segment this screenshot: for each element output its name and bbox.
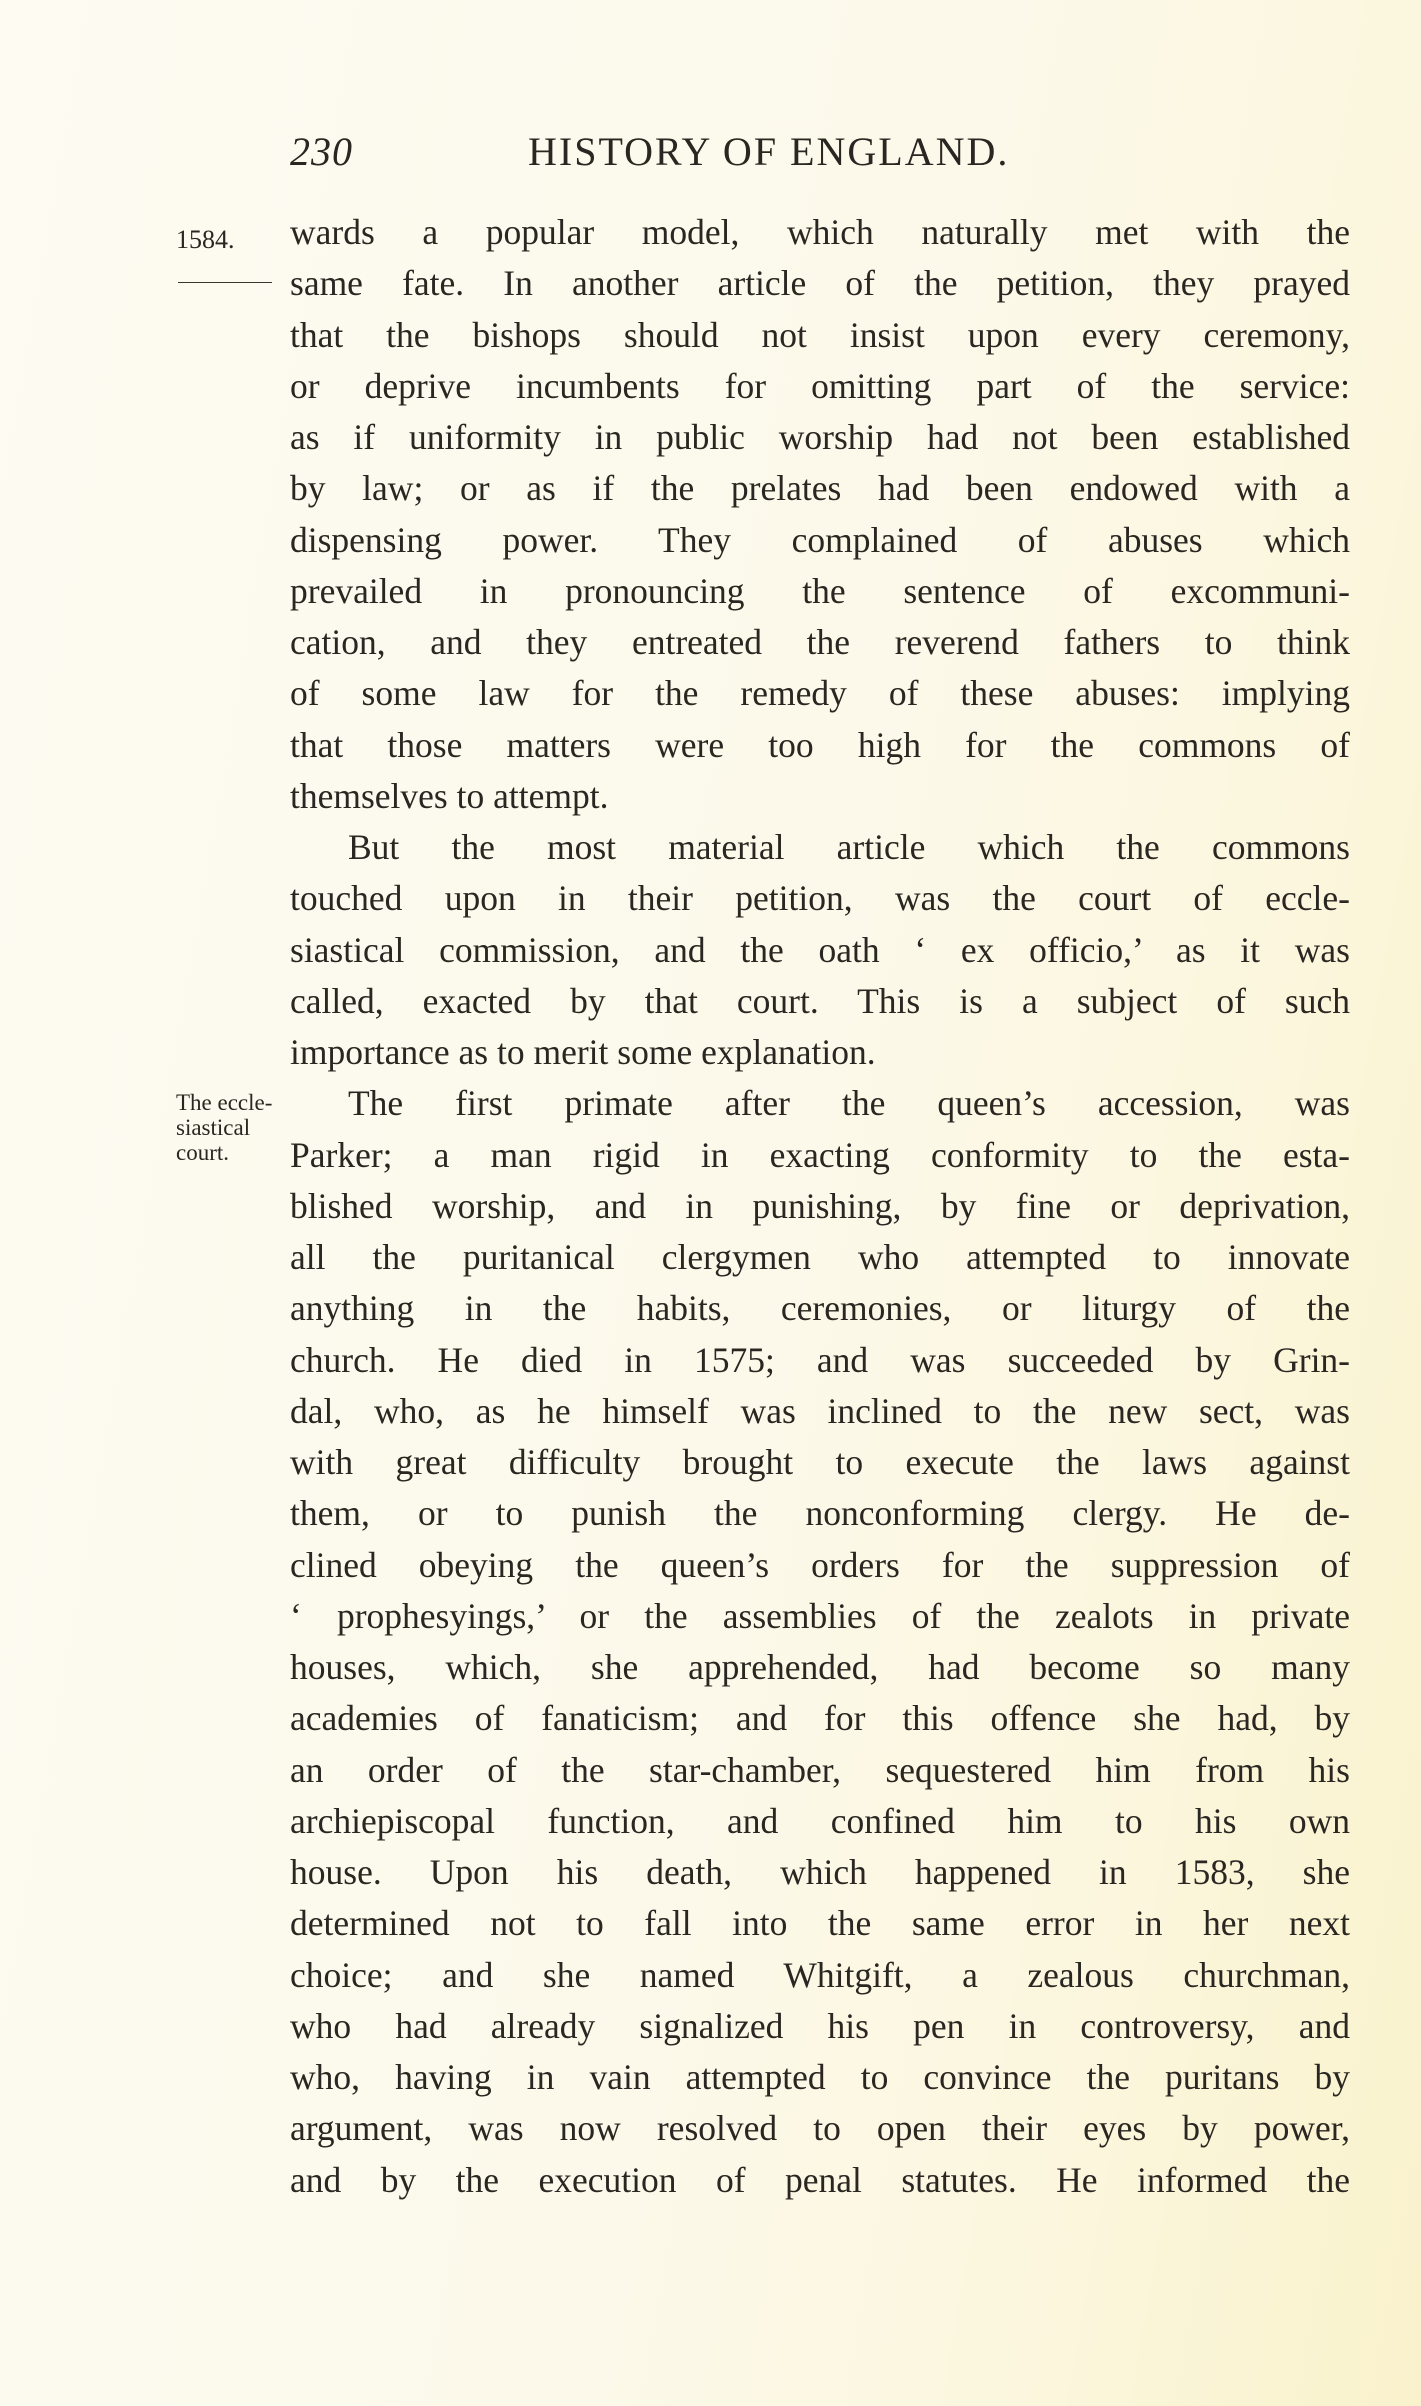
text-line: ‘ prophesyings,’ or the assemblies of the zealots in private [290, 1595, 1350, 1636]
text-line: church. He died in 1575; and was succeeded by Grin- [290, 1339, 1350, 1380]
text-line: that the bishops should not insist upon every ceremony, [290, 314, 1350, 355]
text-line: anything in the habits, ceremonies, or liturgy of the [290, 1288, 1350, 1329]
paragraph-start-line: But the most material article which the commons [348, 827, 1350, 867]
text-line: Parker; a man rigid in exacting conformity to the esta- [290, 1134, 1350, 1175]
text-line: an order of the star-chamber, sequestered him from his [290, 1749, 1350, 1790]
text-line: choice; and she named Whitgift, a zealous churchman, [290, 1954, 1350, 1995]
text-line: wards a popular model, which naturally met with the [290, 212, 1350, 252]
text-line: and by the execution of penal statutes. He informed the [290, 2159, 1350, 2200]
paragraph-end-line: importance as to merit some explanation. [290, 1032, 876, 1072]
text-line: blished worship, and in punishing, by fine or deprivation, [290, 1185, 1350, 1226]
text-line: all the puritanical clergymen who attempted to innovate [290, 1237, 1350, 1277]
text-line: argument, was now resolved to open their eyes by power, [290, 2108, 1350, 2149]
text-line: them, or to punish the nonconforming clergy. He de- [290, 1493, 1350, 1534]
sidenote-line: siastical [176, 1115, 251, 1140]
text-line: who had already signalized his pen in controversy, and [290, 2005, 1350, 2046]
sidenote-line: The eccle- [176, 1090, 273, 1115]
page-number: 230 [290, 129, 353, 174]
text-line: by law; or as if the prelates had been endowed with a [290, 468, 1350, 509]
text-line: prevailed in pronouncing the sentence of excommuni- [290, 570, 1350, 611]
paragraph-end-line: themselves to attempt. [290, 775, 609, 816]
text-line: of some law for the remedy of these abuses: implying [290, 673, 1350, 714]
text-line: house. Upon his death, which happened in 1583, she [290, 1852, 1350, 1892]
paragraph-start-line: The first primate after the queen’s accession, was [348, 1083, 1350, 1124]
text-line: dispensing power. They complained of abuses which [290, 519, 1350, 560]
text-line: cation, and they entreated the reverend fathers to think [290, 622, 1350, 662]
text-line: who, having in vain attempted to convince the puritans by [290, 2057, 1350, 2097]
text-line: houses, which, she apprehended, had become so many [290, 1647, 1350, 1687]
text-line: same fate. In another article of the petition, they prayed [290, 263, 1350, 304]
text-line: that those matters were too high for the commons of [290, 724, 1350, 765]
margin-year: 1584. [176, 225, 235, 254]
text-line: or deprive incumbents for omitting part of the service: [290, 365, 1350, 406]
text-line: with great difficulty brought to execute the laws against [290, 1442, 1350, 1482]
text-line: as if uniformity in public worship had not been established [290, 417, 1350, 457]
text-line: archiepiscopal function, and confined him to his own [290, 1800, 1350, 1841]
page-header [290, 128, 1110, 188]
sidenote-line: court. [176, 1140, 230, 1165]
running-title: HISTORY OF ENGLAND. [528, 129, 1010, 174]
margin-sidenote [176, 1090, 286, 1165]
text-line: called, exacted by that court. This is a subject of such [290, 980, 1350, 1021]
text-line: siastical commission, and the oath ‘ ex officio,’ as it was [290, 929, 1350, 970]
text-line: academies of fanaticism; and for this offence she had, by [290, 1698, 1350, 1739]
text-line: clined obeying the queen’s orders for the suppression of [290, 1544, 1350, 1585]
text-line: touched upon in their petition, was the court of eccle- [290, 878, 1350, 919]
text-line: dal, who, as he himself was inclined to the new sect, was [290, 1390, 1350, 1431]
body-text [290, 207, 1350, 2206]
margin-rule [178, 282, 272, 283]
text-line: determined not to fall into the same error in her next [290, 1903, 1350, 1944]
